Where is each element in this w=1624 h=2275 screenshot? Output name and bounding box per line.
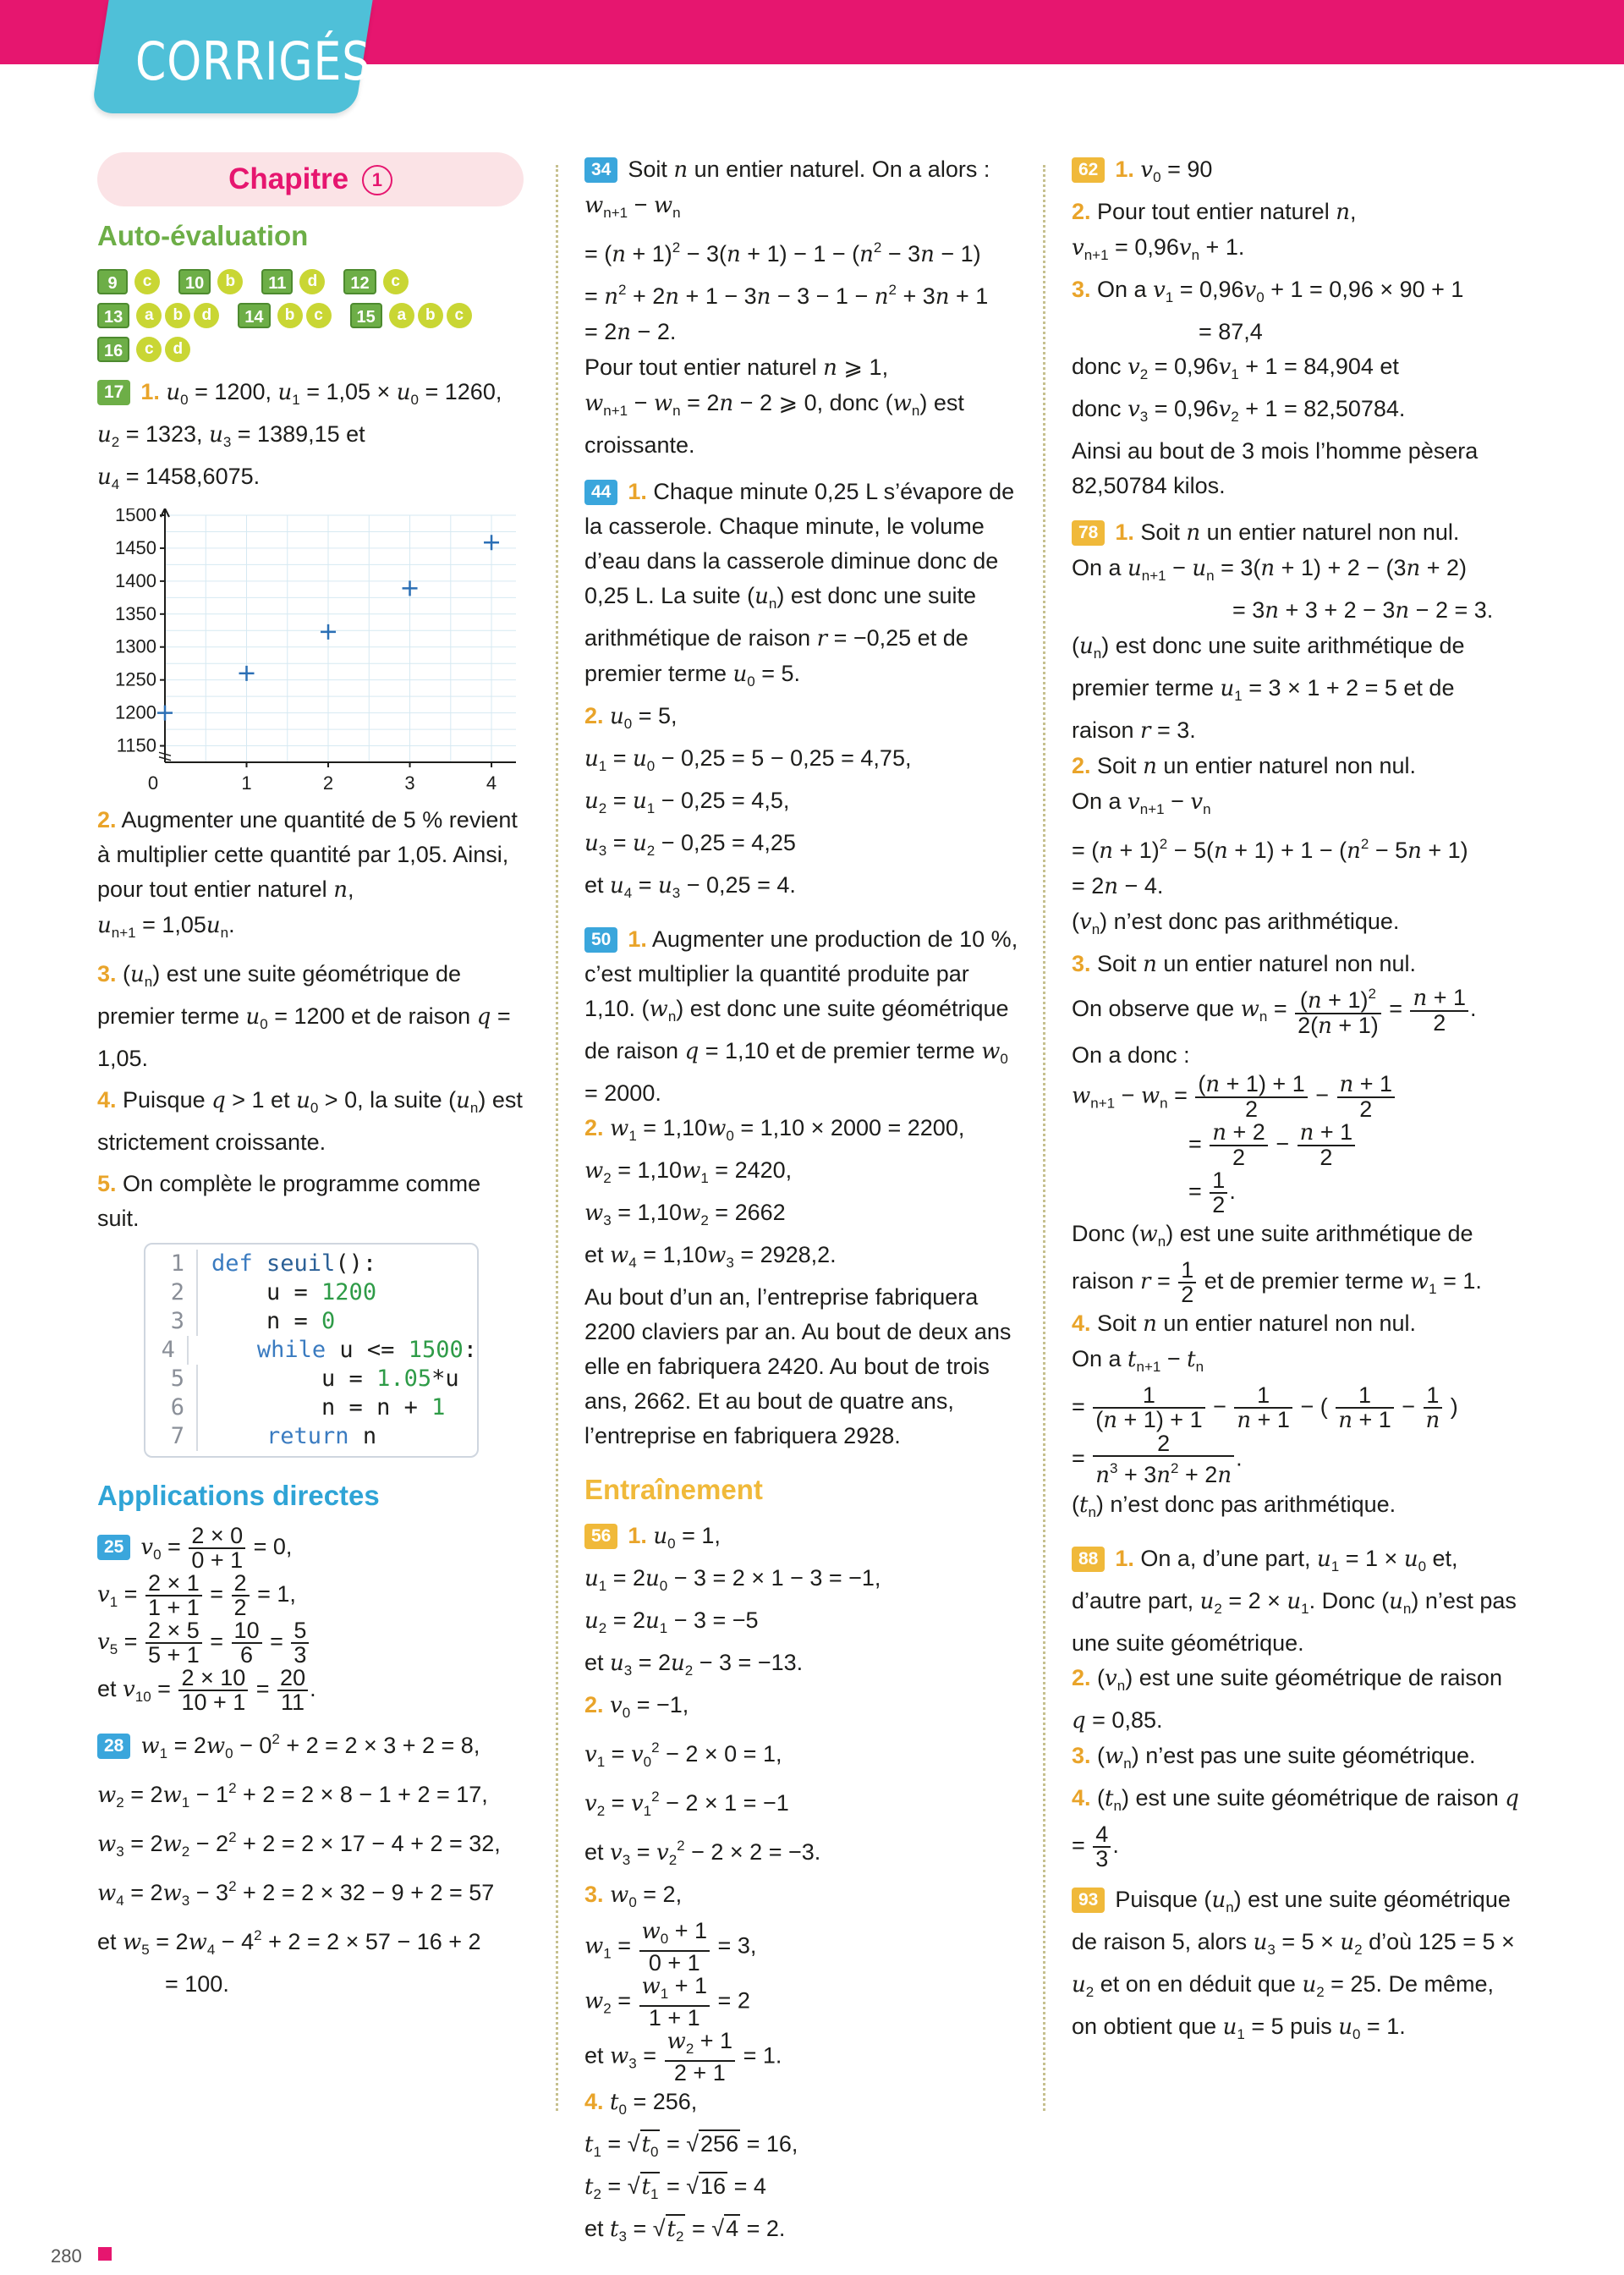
code-token: seuil	[266, 1250, 336, 1277]
code-token: n = n +	[211, 1394, 432, 1421]
code-text	[189, 1336, 477, 1365]
answer-letter: b	[277, 303, 303, 328]
code-text	[198, 1422, 376, 1451]
data-point	[239, 666, 255, 681]
code-token: ():	[335, 1250, 377, 1277]
exercise-88: 88 1. On a, d’une part, $u_1 = 1 \times u_0$ et, d’autre part, $u_2 = 2 \times u_1$. Donc $(u_n)$ n’est pas une suite géométrique. 2. $(v_n)$ est une suite géométrique de raison q = 0,85. 3. $(w_n)$ n’est pas une suite géométrique. 4. $(t_n)$ est une suite géométrique de raison q = $\frac{4}{3}$ .	[1072, 1546, 1519, 1872]
data-point	[321, 624, 336, 640]
page-number: 280	[51, 2245, 82, 2267]
code-text	[198, 1307, 335, 1336]
code-token: 0	[321, 1308, 336, 1334]
line-number: 6	[145, 1393, 198, 1422]
exercise-25: 25 $v_0$ = $\frac{2 \times 0}{0 + 1}$ = 0, $v_1$ = $\frac{2 \times 1}{1 + 1}$ = $\frac{2}{2}$ = 1, $v_5$ = $\frac{2 \times 5}{5 + 1}$ = $\frac{10}{6}$ = $\frac{5}{3}$ et $v_{10}$ = $\frac{2 \times 10}{10 + 1}$ = $\frac{20}{11}$ .	[97, 1523, 316, 1716]
code-token: def	[211, 1250, 267, 1277]
exercise-78: 78 1. Soit n un entier naturel non nul. On a $u_{n+1} - u_n = 3(n + 1) + 2 - (3n + 2)$ = 3n + 3 + 2 − 3n − 2 = 3. $(u_n)$ est donc une suite arithmétique de premier terme $u_1 = 3 \times 1 + 2 = 5$ et de raison r = 3. 2. Soit n un entier naturel non nul. On a $v_{n+1} - v_n$ = $(n + 1)^2 - 5(n + 1) + 1 - (n^2 - 5n + 1)$ = 2n − 4. $(v_n)$ n’est donc pas arithmétique. 3. Soit n un entier naturel non nul. On observe que $w_n$ = $\frac{(n + 1)^2}{2(n + 1)}$ = $\frac{n + 1}{2}$ . On a donc : $w_{n+1} - w_n$ = $\frac{(n + 1) + 1}{2}$ − $\frac{n + 1}{2}$ = $\frac{n + 2}{2}$ − $\frac{n + 1}{2}$ = $\frac{1}{2}$ . Donc $(w_n)$ est une suite arithmétique de raison r = $\frac{1}{2}$ et de premier terme $w_1 = 1$. 4. Soit n un entier naturel non nul. On a $t_{n+1} - t_n$ = $\frac{1}{(n + 1) + 1}$ − $\frac{1}{n + 1}$ − ( $\frac{1}{n + 1}$ − $\frac{1}{n}$ ) = $\frac{2}{n^3 + 3n^2 + 2n}$ . $(t_n)$ n’est donc pas arithmétique.	[1072, 519, 1494, 1521]
chapter-label: Chapitre	[228, 162, 349, 195]
code-token: 1500	[408, 1337, 464, 1363]
code-token: *u	[431, 1366, 459, 1392]
question-number-badge: 12	[343, 269, 376, 294]
question-number-badge: 11	[261, 269, 293, 294]
answer-letter: d	[194, 303, 219, 328]
section-entrainement: Entraînement	[584, 1474, 763, 1505]
exercise-number: 88	[1072, 1547, 1105, 1572]
exercise-number: 50	[584, 927, 617, 953]
answer-letter: c	[306, 303, 332, 328]
exercise-62: 62 1. $v_0 = 90$ 2. Pour tout entier naturel n, $v_{n+1} = 0,96v_n + 1$. 3. On a $v_1 = 0,96v_0 + 1 = 0,96 \times 90 + 1$ = 87,4 donc $v_2 = 0,96v_1 + 1 = 84,904$ et donc $v_3 = 0,96v_2 + 1 = 82,50784$. Ainsi au bout de 3 mois l’homme pèsera 82,50784 kilos.	[1072, 157, 1479, 498]
exercise-number: 34	[584, 157, 617, 183]
code-token: return	[266, 1423, 349, 1449]
code-line	[145, 1278, 477, 1307]
answer-letter: a	[389, 303, 414, 328]
line-number: 1	[145, 1250, 198, 1278]
y-tick-label: 1500	[115, 508, 156, 525]
y-tick-label: 1200	[115, 701, 156, 723]
code-token: while	[256, 1337, 326, 1363]
code-text	[198, 1278, 376, 1307]
code-token: n =	[211, 1308, 322, 1334]
code-token: u =	[211, 1279, 322, 1305]
answer-letter: c	[447, 303, 472, 328]
code-token	[202, 1337, 257, 1363]
question-number-badge: 9	[97, 269, 128, 294]
code-token: u =	[211, 1366, 377, 1392]
x-tick-label: 4	[486, 772, 497, 794]
line-number: 2	[145, 1278, 198, 1307]
exercise-44: 44 1. Chaque minute 0,25 L s’évapore de la casserole. Chaque minute, le volume d’eau dans la casserole diminue donc de 0,25 L. La suite $(u_n)$ est donc une suite arithmétique de raison r = −0,25 et de premier terme $u_0 = 5$. 2. $u_0 = 5$, $u_1 = u_0 - 0,25 = 5 - 0,25 = 4,75$, $u_2 = u_1 - 0,25 = 4,5$, $u_3 = u_2 - 0,25 = 4,25$ et $u_4 = u_3 - 0,25 = 4$.	[584, 479, 1015, 901]
question-number-badge: 15	[350, 303, 382, 328]
sequence-chart	[97, 508, 520, 796]
column-divider	[1043, 165, 1045, 2111]
auto-eval-row	[97, 265, 529, 299]
header-title: CORRIGÉS	[135, 30, 371, 92]
line-number: 3	[145, 1307, 198, 1336]
code-line	[145, 1250, 477, 1278]
exercise-number: 17	[97, 380, 130, 405]
answer-letter: b	[217, 269, 243, 294]
column-3	[1072, 152, 1520, 2058]
code-text	[198, 1393, 445, 1422]
exercise-number: 44	[584, 480, 617, 505]
data-point	[157, 706, 173, 721]
y-tick-label: 1400	[115, 569, 156, 591]
exercise-34: 34 Soit n un entier naturel. On a alors : $w_{n+1} - w_n$ = $(n + 1)^2 - 3(n + 1) - 1 - (n^2 - 3n - 1)$ = $n^2 + 2n + 1 - 3n - 3 - 1 - n^2 + 3n + 1$ = 2n − 2. Pour tout entier naturel n ⩾ 1, $w_{n+1} - w_n = 2n - 2$ ⩾ 0, donc $(w_n)$ est croissante.	[584, 157, 990, 458]
data-point	[403, 580, 418, 596]
line-number: 4	[145, 1336, 189, 1365]
exercise-50: 50 1. Augmenter une production de 10 %, c’est multiplier la quantité produite par 1,10. $(w_n)$ est donc une suite géométrique de raison q = 1,10 et de premier terme $w_0 = 2000$. 2. $w_1 = 1,10w_0 = 1,10 \times 2000 = 2200$, $w_2 = 1,10w_1 = 2420$, $w_3 = 1,10w_2 = 2662$ et $w_4 = 1,10w_3 = 2928,2$. Au bout d’un an, l’entreprise fabriquera 2200 claviers par an. Au bout de deux ans elle en fabriquera 2420. Au bout de trois ans, 2662. Et au bout de quatre ans, l’entreprise en fabriquera 2928.	[584, 926, 1018, 1448]
python-code-block	[144, 1243, 479, 1458]
code-text	[198, 1250, 376, 1278]
answer-letter: c	[134, 269, 160, 294]
answer-letter: c	[136, 337, 162, 362]
chapter-pill	[97, 152, 524, 206]
y-tick-label: 1300	[115, 635, 156, 657]
code-token: 1	[431, 1394, 446, 1421]
question-number-badge: 16	[97, 337, 129, 362]
auto-eval-row	[97, 299, 529, 332]
exercise-17-part-5: 5. On complète le programme comme suit.	[97, 1171, 481, 1231]
section-auto-eval: Auto-évaluation	[97, 220, 309, 251]
exercise-number: 93	[1072, 1888, 1105, 1913]
line-number: 7	[145, 1422, 198, 1451]
x-tick-label: 0	[147, 772, 159, 794]
y-tick-label: 1450	[115, 536, 156, 558]
code-line	[145, 1336, 477, 1365]
auto-eval-row	[97, 332, 529, 366]
code-token: 1.05	[376, 1366, 432, 1392]
y-tick-label: 1150	[116, 734, 156, 756]
answer-letter: b	[418, 303, 443, 328]
code-token: u <=	[326, 1337, 409, 1363]
exercise-number: 56	[584, 1524, 617, 1549]
x-tick-label: 3	[404, 772, 415, 794]
code-token: :	[463, 1337, 477, 1363]
question-number-badge: 10	[178, 269, 211, 294]
chapter-number: 1	[362, 165, 392, 195]
answer-letter: c	[383, 269, 409, 294]
exercise-number: 25	[97, 1535, 130, 1560]
exercise-17-part-4: 4. Puisque q > 1 et $u_0 > 0$, la suite $(u_n)$ est strictement croissante.	[97, 1087, 523, 1155]
line-number: 5	[145, 1365, 198, 1393]
code-token	[211, 1423, 266, 1449]
exercise-17-part-2: 2. Augmenter une quantité de 5 % revient à multiplier cette quantité par 1,05. Ainsi, pour tout entier naturel n, $u_{n+1} = 1,05u_n$.	[97, 807, 518, 941]
exercise-17: 17 1. $u_0 = 1200$, $u_1 = 1,05 \times u_0 = 1260$, $u_2 = 1323$, $u_3 = 1389,15$ et $u_4 = 1458,6075$.	[97, 379, 502, 492]
exercise-number: 28	[97, 1734, 130, 1759]
answer-letter: d	[299, 269, 325, 294]
code-token: 1200	[321, 1279, 377, 1305]
x-tick-label: 1	[241, 772, 252, 794]
column-1	[97, 152, 529, 2008]
answer-letter: d	[165, 337, 190, 362]
page-marker	[98, 2247, 112, 2261]
code-text	[198, 1365, 459, 1393]
exercise-number: 62	[1072, 157, 1105, 183]
code-line	[145, 1365, 477, 1393]
y-tick-label: 1250	[115, 668, 156, 690]
exercise-17-part-3: 3. $(u_n)$ est une suite géométrique de premier terme $u_0 = 1200$ et de raison q = 1,05.	[97, 961, 511, 1071]
code-line	[145, 1422, 477, 1451]
code-line	[145, 1393, 477, 1422]
column-divider	[556, 165, 558, 2111]
exercise-56: 56 1. $u_0 = 1$, $u_1 = 2u_0 - 3 = 2 \times 1 - 3 = -1$, $u_2 = 2u_1 - 3 = -5$ et $u_3 = 2u_2 - 3 = -13$. 2. $v_0 = -1$, $v_1 = v_0^2 - 2 \times 0 = 1$, $v_2 = v_1^2 - 2 \times 1 = -1$ et $v_3 = v_2^2 - 2 \times 2 = -3$. 3. $w_0 = 2$, $w_1$ = $\frac{w_0 + 1}{0 + 1}$ = 3, $w_2$ = $\frac{w_1 + 1}{1 + 1}$ = 2 et $w_3$ = $\frac{w_2 + 1}{2 + 1}$ = 1. 4. $t_0 = 256$, $t_1 = √t_0 = √256 = 16$, $t_2 = √t_1 = √16 = 4$ et $t_3 = √t_2 = √4 = 2$.	[584, 1523, 881, 2245]
question-number-badge: 14	[238, 303, 270, 328]
exercise-28: 28 $w_1 = 2w_0 - 0^2 + 2 = 2 \times 3 + 2 = 8$, $w_2 = 2w_1 - 1^2 + 2 = 2 \times 8 - 1 + 2 = 17$, $w_3 = 2w_2 - 2^2 + 2 = 2 \times 17 - 4 + 2 = 32$, $w_4 = 2w_3 - 3^2 + 2 = 2 \times 32 - 9 + 2 = 57$ et $w_5 = 2w_4 - 4^2 + 2 = 2 \times 57 - 16 + 2$ = 100.	[97, 1730, 501, 1997]
auto-eval-answers	[97, 265, 529, 366]
answer-letter: b	[165, 303, 190, 328]
section-applications: Applications directes	[97, 1480, 380, 1511]
code-token: n	[348, 1423, 377, 1449]
exercise-93: 93 Puisque $(u_n)$ est une suite géométrique de raison 5, alors $u_3 = 5 \times u_2$ d’où $125 = 5 \times u_2$ et on en déduit que $u_2 = 25$. De même, on obtient que $u_1 = 5$ puis $u_0 = 1$.	[1072, 1887, 1515, 2043]
y-tick-label: 1350	[115, 602, 156, 624]
answer-letter: a	[136, 303, 162, 328]
x-tick-label: 2	[322, 772, 334, 794]
chart-svg	[97, 508, 520, 796]
exercise-number: 78	[1072, 520, 1105, 546]
code-line	[145, 1307, 477, 1336]
column-2	[584, 152, 1024, 2261]
question-number-badge: 13	[97, 303, 129, 328]
